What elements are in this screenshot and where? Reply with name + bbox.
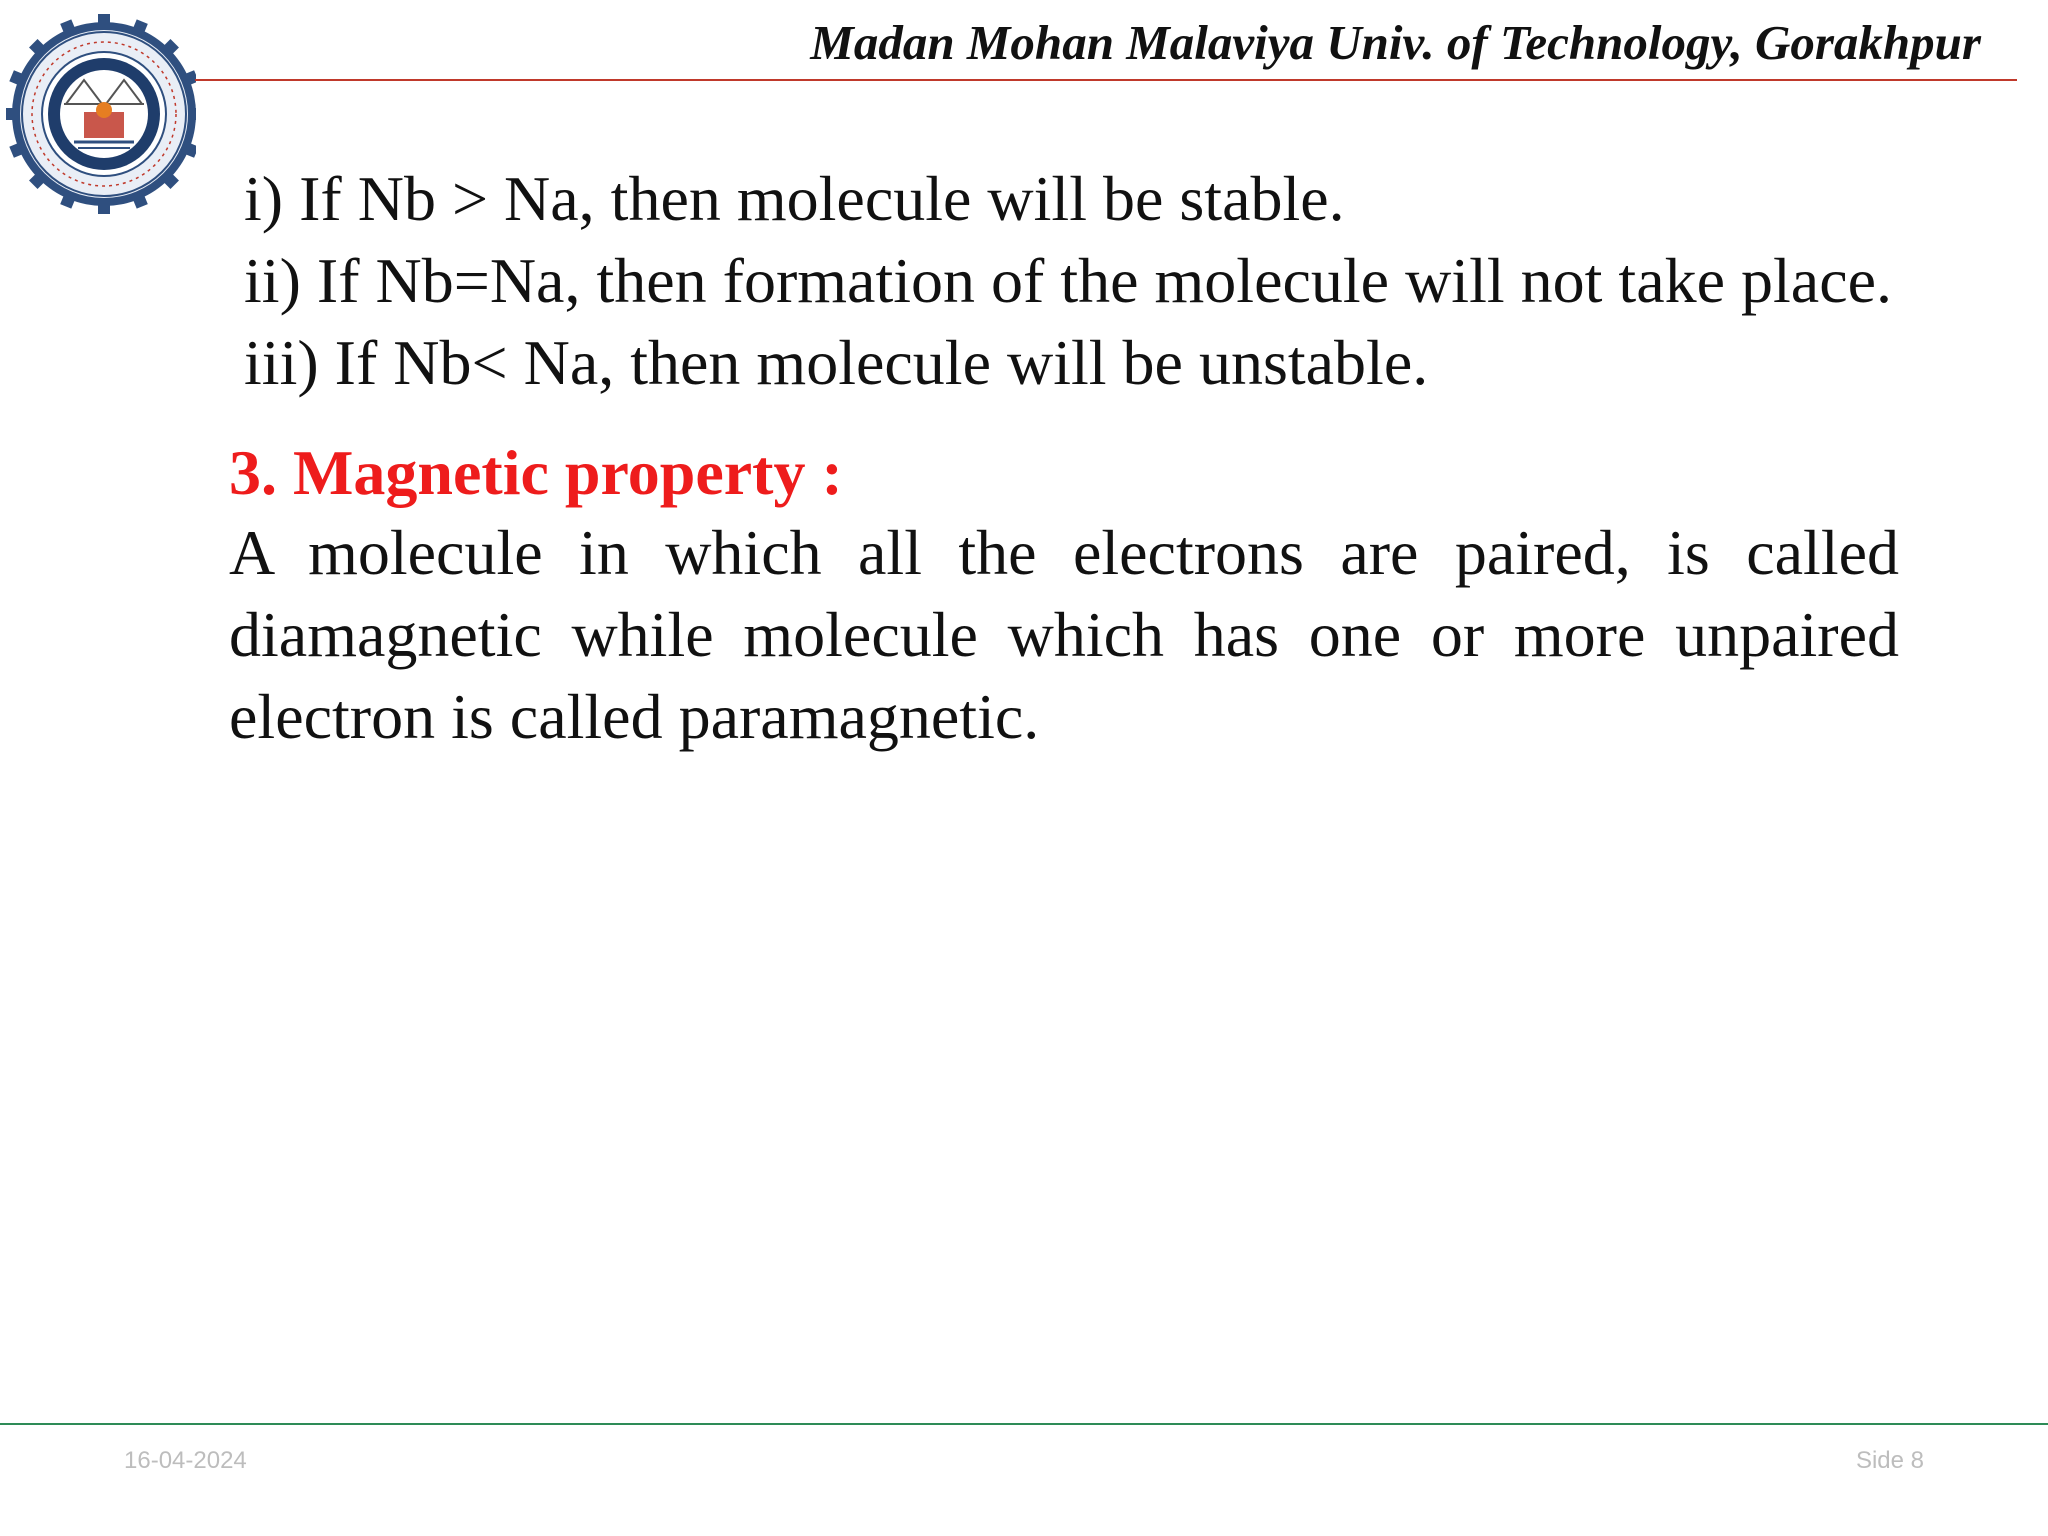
footer-divider [0,1423,2048,1425]
footer-date: 16-04-2024 [124,1447,247,1474]
slide-number: Side 8 [1855,1447,1924,1474]
header-divider [195,79,2017,81]
stability-conditions-list [244,158,1892,404]
university-seal-icon [6,2,196,226]
condition-item: i) If Nb > Na, then molecule will be stable. [244,163,1345,234]
condition-item: ii) If Nb=Na, then formation of the molecule will not take place. [244,245,1892,316]
section-body-text: A molecule in which all the electrons are paired, is called diamagnetic while molecule which has one or more unpaired electron is called paramagnetic. [229,517,1899,752]
condition-item: iii) If Nb< Na, then molecule will be unstable. [244,327,1429,398]
section-heading: 3. Magnetic property : [229,437,843,508]
university-seal-logo [6,2,196,226]
university-name-header: Madan Mohan Malaviya Univ. of Technology, Gorakhpur [810,15,1981,70]
